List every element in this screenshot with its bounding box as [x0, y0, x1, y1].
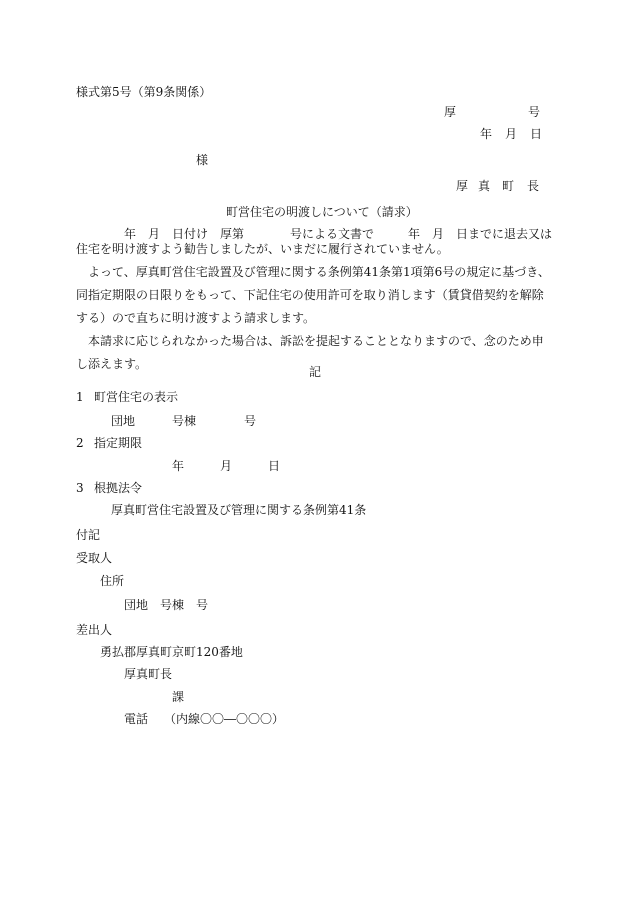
recipient-label: 受取人	[76, 551, 113, 565]
form-number-label: 様式第5号（第9条関係）	[76, 85, 212, 99]
ki-heading: 記	[309, 365, 322, 379]
issuer-char-3: 町	[502, 179, 515, 193]
fuki-label: 付記	[76, 528, 101, 542]
sender-phone-value: （内線〇〇―〇〇〇）	[164, 712, 285, 726]
body-p1-date-ref: 年 月 日付け 厚第	[124, 227, 245, 241]
sender-phone-label: 電話	[124, 712, 149, 726]
item-2-day: 日	[268, 459, 281, 473]
item-1-goto: 号棟	[172, 414, 197, 428]
doc-number-suffix: 号	[528, 105, 541, 119]
item-1-go: 号	[244, 414, 257, 428]
sender-address: 勇払郡厚真町京町120番地	[100, 645, 243, 659]
doc-number-prefix: 厚	[444, 105, 457, 119]
sender-section: 課	[172, 690, 185, 704]
recipient-address-label: 住所	[100, 574, 125, 588]
item-2-title: 指定期限	[94, 436, 143, 450]
item-1-number: 1	[76, 390, 84, 404]
item-3-number: 3	[76, 481, 84, 495]
issuer-char-2: 真	[478, 179, 491, 193]
item-3-law-text: 厚真町営住宅設置及び管理に関する条例第41条	[111, 503, 367, 517]
item-2-number: 2	[76, 436, 84, 450]
date-year: 年	[480, 127, 493, 141]
body-text	[76, 238, 554, 376]
recipient-go: 号	[196, 598, 209, 612]
addressee-honorific: 様	[196, 153, 209, 167]
recipient-danchi: 団地	[124, 598, 149, 612]
item-3-title: 根拠法令	[94, 481, 143, 495]
item-2-year: 年	[172, 459, 185, 473]
item-1-title: 町営住宅の表示	[94, 390, 179, 404]
issuer-char-1: 厚	[456, 179, 469, 193]
document-title: 町営住宅の明渡しについて（請求）	[226, 205, 418, 219]
item-2-month: 月	[220, 459, 233, 473]
body-p1-doc-ref: 号による文書で	[290, 227, 375, 241]
body-paragraph-3: 本請求に応じられなかった場合は、訴訟を提起することとなりますので、念のため申し添えます。	[76, 334, 544, 371]
date-day: 日	[530, 127, 543, 141]
item-1-danchi: 団地	[111, 414, 136, 428]
body-p1-line2: 住宅を明け渡すよう勧告しましたが、いまだに履行されていません。	[76, 242, 449, 256]
body-paragraph-2: よって、厚真町営住宅設置及び管理に関する条例第41条第1項第6号の規定に基づき、同指定期限の日限りをもって、下記住宅の使用許可を取り消します（賃貸借契約を解除する）ので直ちに明け渡すよう請求します。	[76, 265, 550, 325]
recipient-goto: 号棟	[160, 598, 185, 612]
sender-mayor: 厚真町長	[124, 667, 173, 681]
issuer-char-4: 長	[527, 179, 540, 193]
body-p1-deadline: 年 月 日までに退去又は	[408, 227, 553, 241]
sender-label: 差出人	[76, 623, 113, 637]
date-month: 月	[505, 127, 518, 141]
